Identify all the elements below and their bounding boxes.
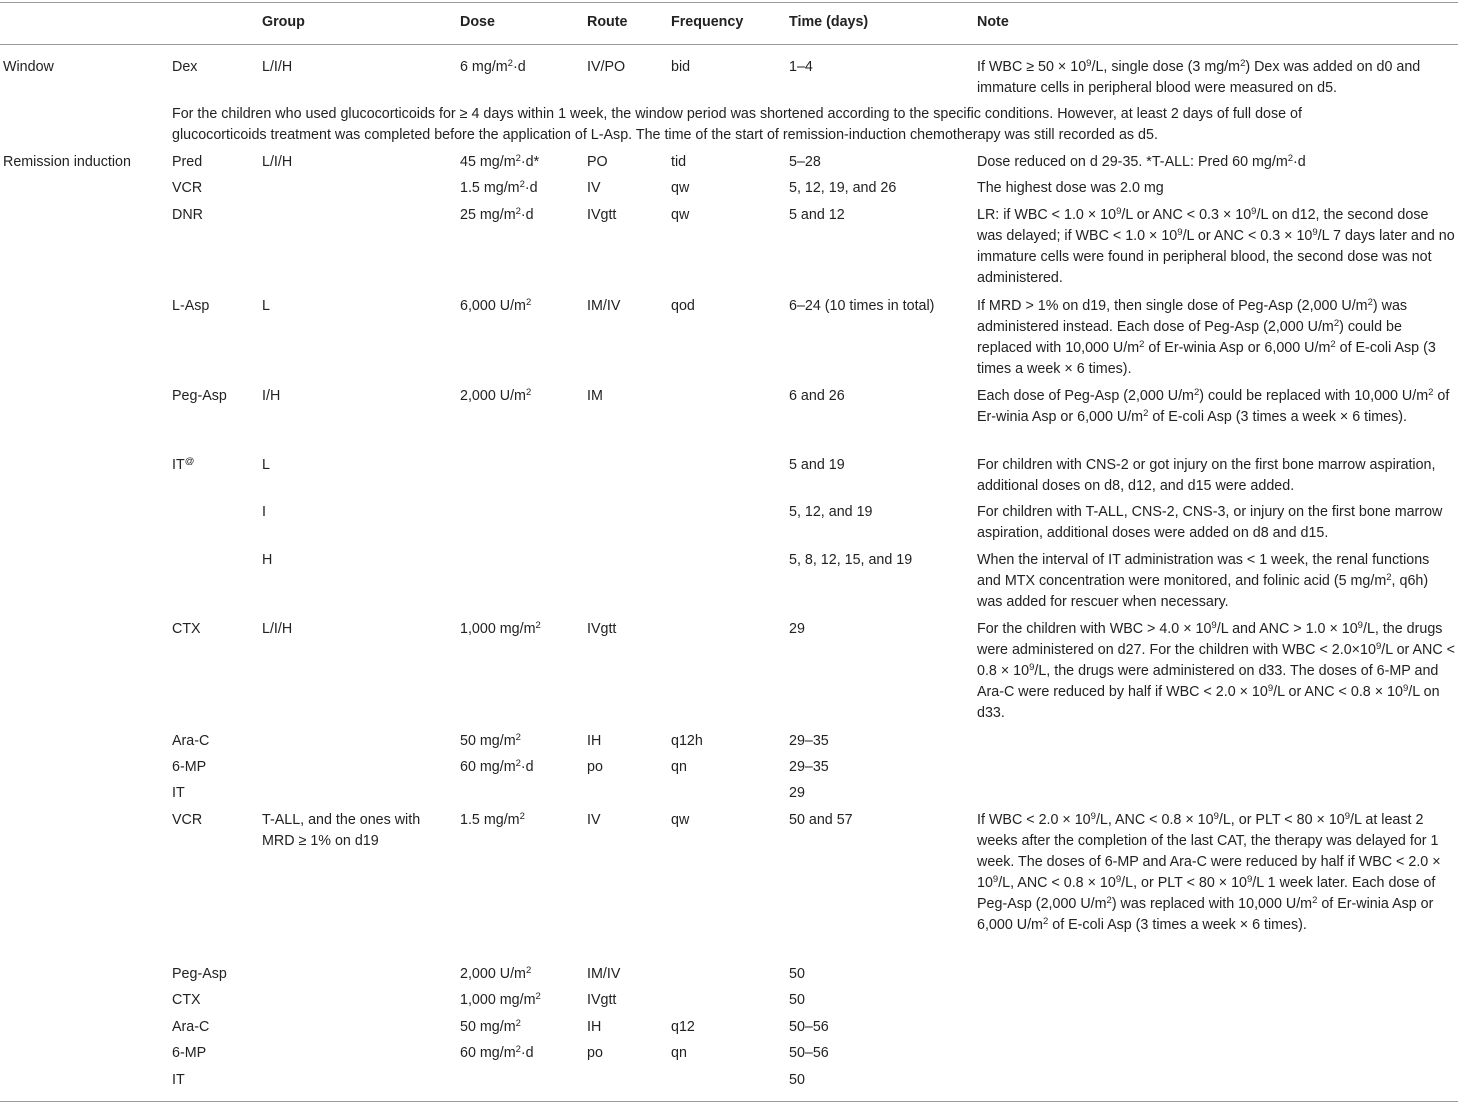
cell-freq: bid (671, 59, 691, 75)
cell-dose: 1,000 $mg/m^2$ (460, 991, 541, 1008)
cell-time: 5, 12, 19, and 26 (789, 180, 897, 196)
header-route: Route (587, 14, 628, 30)
cell-freq: qw (671, 180, 690, 196)
cell-time: 29 (789, 621, 805, 637)
header-group: Group (262, 14, 305, 30)
cell-group: L/I/H (262, 621, 293, 637)
cell-note: For children with T-ALL, CNS-2, CNS-3, or injury on the first bone marrow aspiration, additional doses were added on d8 and d15. (977, 504, 1443, 541)
cell-time: 29–35 (789, 759, 829, 775)
cell-note: If WBC < $2.0 \times 10^9/L$, ANC < $0.8 \times 10^9/L$, or PLT < $80 \times 10^9/L$ at least 2 weeks after the completion of the last CAT, the therapy was delayed for 1 week. The doses of 6-MP and Ara-C were reduced by half if WBC < $2.0 \times 10^9/L$, ANC < $0.8 \times 10^9/L$, or PLT < $80 \times 10^9/L$ 1 week later. Each dose of Peg-Asp (2,000 $U/m^2$) was replaced with 10,000 $U/m^2$ of Er-winia Asp or 6,000 $U/m^2$ of E-coli Asp (3 times a week × 6 times). (977, 811, 1441, 933)
cell-time: 29 (789, 785, 805, 801)
cell-time: 50–56 (789, 1045, 829, 1061)
cell-dose: 50 $mg/m^2$ (460, 1018, 521, 1035)
cell-route: IVgtt (587, 207, 617, 223)
cell-dose: 6,000 $U/m^2$ (460, 297, 532, 314)
cell-time: 5–28 (789, 154, 821, 170)
table-top-rule (0, 2, 1458, 3)
cell-group: T-ALL, and the ones with MRD ≥ 1% on d19 (262, 812, 421, 849)
cell-time: 5 and 19 (789, 457, 845, 473)
cell-note: For children with CNS-2 or got injury on the first bone marrow aspiration, additional doses on d8, d12, and d15 were added. (977, 457, 1436, 494)
cell-drug: Peg-Asp (172, 966, 227, 982)
cell-time: 1–4 (789, 59, 813, 75)
cell-group: I/H (262, 388, 281, 404)
cell-route: IV (587, 812, 601, 828)
cell-drug: L-Asp (172, 298, 210, 314)
table-row-span-note: For the children who used glucocorticoids for ≥ 4 days within 1 week, the window period was shortened according to the specific conditions. However, at least 2 days of full dose of glucocorticoids treatment was completed before the application of L-Asp. The time of the start of remission-induction chemotherapy was still recorded as d5. (172, 106, 1302, 143)
cell-time: 5 and 12 (789, 207, 845, 223)
cell-drug: IT (172, 1072, 185, 1088)
cell-dose: 45 $mg/m^2\cdot d*$ (460, 153, 540, 170)
cell-freq: qn (671, 1045, 687, 1061)
cell-group: L (262, 457, 270, 473)
cell-note: The highest dose was 2.0 mg (977, 180, 1164, 196)
cell-time: 29–35 (789, 733, 829, 749)
cell-note: LR: if WBC < $1.0 \times 10^9/L$ or ANC < $0.3 \times 10^9/L$ on d12, the second dose was delayed; if WBC < $1.0 \times 10^9/L$ or ANC < $0.3 \times 10^9/L$ 7 days later and no immature cells were found in peripheral blood, the second dose was not administered. (977, 206, 1455, 286)
cell-group: L/I/H (262, 154, 293, 170)
cell-group: L/I/H (262, 59, 293, 75)
cell-dose: 1.5 $mg/m^2\cdot d$ (460, 179, 538, 196)
cell-dose: 6 $mg/m^2\cdot d$ (460, 58, 526, 75)
cell-note: For the children with WBC > $4.0 \times 10^9/L$ and ANC > $1.0 \times 10^9/L$, the drugs were administered on d27. For the children with WBC < $2.0\times 10^9/L$ or ANC < $0.8 \times 10^9/L$, the drugs were administered on d33. The doses of 6-MP and Ara-C were reduced by half if WBC < $2.0 \times 10^9/L$ or ANC < $0.8 \times 10^9/L$ on d33. (977, 620, 1456, 721)
cell-route: po (587, 759, 603, 775)
cell-freq: q12h (671, 733, 703, 749)
header-dose: Dose (460, 14, 495, 30)
cell-drug: 6-MP (172, 759, 207, 775)
cell-route: IM (587, 388, 603, 404)
cell-group: L (262, 298, 270, 314)
cell-dose: 50 $mg/m^2$ (460, 732, 521, 749)
cell-group: I (262, 504, 266, 520)
cell-drug: Pred (172, 154, 203, 170)
cell-freq: q12 (671, 1019, 695, 1035)
cell-note: When the interval of IT administration was < 1 week, the renal functions and MTX concentration were monitored, and folinic acid (5 $mg/m^2$, q6h) was added for rescuer when necessary. (977, 552, 1430, 610)
cell-route: IM/IV (587, 298, 621, 314)
cell-route: IV/PO (587, 59, 626, 75)
cell-freq: tid (671, 154, 687, 170)
cell-time: 50 (789, 992, 805, 1008)
cell-note: Each dose of Peg-Asp (2,000 $U/m^2$) could be replaced with 10,000 $U/m^2$ of Er-winia Asp or 6,000 $U/m^2$ of E-coli Asp (3 times a week × 6 times). (977, 387, 1450, 425)
cell-dose: 60 $mg/m^2\cdot d$ (460, 1044, 534, 1061)
cell-dose: 60 $mg/m^2\cdot d$ (460, 758, 534, 775)
cell-freq: qw (671, 207, 690, 223)
cell-route: IH (587, 733, 602, 749)
cell-drug: DNR (172, 207, 203, 223)
cell-phase: Window (3, 59, 54, 75)
cell-note: If MRD > 1% on d19, then single dose of Peg-Asp (2,000 $U/m^2$) was administered instead. Each dose of Peg-Asp (2,000 $U/m^2$) could be replaced with 10,000 $U/m^2$ of Er-winia Asp or 6,000 $U/m^2$ of E-coli Asp (3 times a week × 6 times). (977, 297, 1436, 377)
cell-drug: 6-MP (172, 1045, 207, 1061)
table-bottom-rule (0, 1101, 1458, 1102)
cell-dose: 2,000 $U/m^2$ (460, 965, 532, 982)
cell-route: po (587, 1045, 603, 1061)
cell-time: 50–56 (789, 1019, 829, 1035)
cell-note: If WBC ≥ $50 \times 10^9/L$, single dose (3 $mg/m^2$) Dex was added on d0 and immature cells in peripheral blood were measured on d5. (977, 58, 1421, 96)
cell-dose: 1.5 $mg/m^2$ (460, 811, 525, 828)
cell-freq: qn (671, 759, 687, 775)
cell-time: 50 (789, 1072, 805, 1088)
cell-route: IVgtt (587, 992, 617, 1008)
cell-drug: VCR (172, 812, 203, 828)
cell-drug: CTX (172, 621, 201, 637)
cell-drug: Ara-C (172, 1019, 210, 1035)
cell-group: H (262, 552, 273, 568)
cell-drug: CTX (172, 992, 201, 1008)
cell-dose: 1,000 $mg/m^2$ (460, 620, 541, 637)
cell-drug: Peg-Asp (172, 388, 227, 404)
cell-drug: IT (172, 785, 185, 801)
cell-time: 50 and 57 (789, 812, 853, 828)
header-frequency: Frequency (671, 14, 744, 30)
cell-note: Dose reduced on d 29-35. *T-ALL: Pred 60 $mg/m^2\cdot d$ (977, 153, 1306, 170)
cell-time: 5, 8, 12, 15, and 19 (789, 552, 913, 568)
cell-route: IV (587, 180, 601, 196)
cell-time: 5, 12, and 19 (789, 504, 873, 520)
header-note: Note (977, 14, 1009, 30)
cell-route: IM/IV (587, 966, 621, 982)
cell-route: IH (587, 1019, 602, 1035)
cell-freq: qod (671, 298, 695, 314)
cell-drug: IT@ (172, 456, 195, 473)
cell-phase: Remission induction (3, 154, 131, 170)
cell-dose: 25 $mg/m^2\cdot d$ (460, 206, 534, 223)
cell-drug: Dex (172, 59, 198, 75)
cell-dose: 2,000 $U/m^2$ (460, 387, 532, 404)
cell-freq: qw (671, 812, 690, 828)
cell-drug: Ara-C (172, 733, 210, 749)
cell-route: IVgtt (587, 621, 617, 637)
cell-time: 6 and 26 (789, 388, 845, 404)
cell-route: PO (587, 154, 608, 170)
cell-time: 6–24 (10 times in total) (789, 298, 935, 314)
cell-time: 50 (789, 966, 805, 982)
header-time: Time (days) (789, 14, 869, 30)
cell-drug: VCR (172, 180, 203, 196)
table-header-rule (0, 44, 1458, 45)
